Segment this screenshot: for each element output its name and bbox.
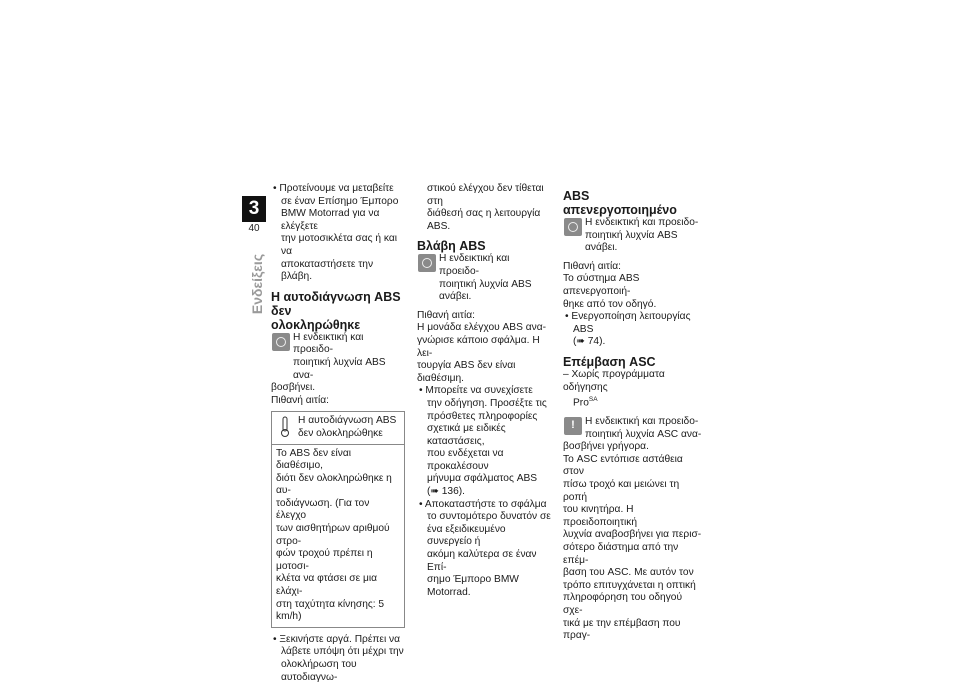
section-heading-abs-fault: Βλάβη ABS	[417, 239, 486, 254]
section-heading-asc: Επέμβαση ASC	[563, 354, 656, 369]
column-2: στικού ελέγχου δεν τίθεται στη διάθεσή σας η λειτουργία ABS. Βλάβη ABS Η ενδεικτική και προειδο- ποιητική λυχνία ABS ανάβει. Πιθανή αιτία: Η μονάδα ελέγχου ABS ανα- γνώρισε κάποιο σφάλμα. Η λει- τουργία ABS δεν είναι διαθέσιμη. • Μπορείτε να συνεχίσετε την οδήγηση. Προσέξτε τις πρόσθετες πληροφορίες σχετικά με ειδικές καταστάσεις, που ενδέχεται να προκαλέσουν μήνυμα σφάλματος ABS (➠ 136). • Αποκαταστήστε το σφάλμα το συντομότερο δυνατόν σε ένα εξειδικευμένο συνεργείο ή ακόμη καλύτερα σε έναν Επί- σημο Έμπορο BMW Motorrad.	[417, 183, 551, 598]
indicator-note: ! Η ενδεικτική και προειδο- ποιητική λυχνία ASC ανα- βοσβήνει γρήγορα.	[563, 416, 703, 454]
info-box-header: Η αυτοδιάγνωση ABS δεν ολοκληρώθηκε	[272, 412, 404, 444]
asc-warning-lamp-icon	[564, 417, 582, 435]
indicator-note: Η ενδεικτική και προειδο- ποιητική λυχνία ABS ανάβει.	[417, 253, 551, 303]
bullet-repair: • Αποκαταστήστε το σφάλμα	[419, 498, 547, 510]
cause-label: Πιθανή αιτία:	[271, 394, 329, 406]
chapter-number: 3	[242, 196, 266, 222]
section-heading: Η αυτοδιάγνωση ABS δεν	[271, 289, 401, 318]
bullet-continue: • Μπορείτε να συνεχίσετε	[419, 385, 533, 397]
chapter-title: Ενδείξεις	[249, 253, 266, 315]
section-heading-abs-off: ABS απενεργοποιημένο	[563, 189, 677, 217]
condition-line: – Χωρίς προγράμματα οδήγησης	[563, 368, 665, 393]
chapter-marker	[242, 196, 266, 239]
indicator-note: Η ενδεικτική και προειδο- ποιητική λυχνία ABS ανα- βοσβήνει.	[271, 331, 386, 394]
bullet-visit-dealer: • Προτείνουμε να μεταβείτε	[273, 183, 394, 194]
indicator-note: Η ενδεικτική και προειδο- ποιητική λυχνία ABS ανάβει.	[563, 217, 703, 255]
abs-warning-lamp-icon	[418, 254, 436, 272]
thermometer-icon	[280, 416, 290, 438]
chapter-title-vertical	[233, 252, 273, 315]
info-box	[271, 411, 405, 628]
info-box-body: Το ABS δεν είναι διαθέσιμο, διότι δεν ολοκληρώθηκε η αυ- τοδιάγνωση. (Για τον έλεγχο των αισθητήρων αριθμού στρο- φών τροχού πρέπει η μοτοσι- κλέτα να φτάσει σε μια ελάχι- στη ταχύτητα κίνησης: 5 km/h)	[276, 447, 392, 623]
cause-label: Πιθανή αιτία:	[417, 309, 475, 321]
page-number: 40	[248, 223, 260, 234]
abs-warning-lamp-icon	[272, 333, 290, 351]
column-3: ABS απενεργοποιημένο Η ενδεικτική και προειδο- ποιητική λυχνία ABS ανάβει. Πιθανή αιτία: Το σύστημα ABS απενεργοποιή- θηκε από τον οδηγό. • Ενεργοποίηση λειτουργίας ABS (➠ 74). Επέμβαση ASC – Χωρίς προγράμματα οδήγησης Pro$^{SA}$ ! Η ενδεικτική και προειδο- ποιητική λυχνία ASC ανα- βοσβήνει γρήγορα. Το ASC εντόπισε αστάθεια στον πίσω τροχό και μειώνει τη ροπή του κινητήρα. Η προειδοποιητική λυχνία αναβοσβήνει για περισ- σότερο διάστημα από την επέμ- βαση του ASC. Με αυτόν τον τρόπο επιτυγχάνεται η οπτική πληροφόρηση του οδηγού σχε- τικά με την επέμβαση που πραγ-	[563, 183, 703, 643]
abs-warning-lamp-icon	[564, 218, 582, 236]
cause-label: Πιθανή αιτία:	[563, 260, 621, 272]
column-1: • Προτείνουμε να μεταβείτε σε έναν Επίσημο Έμπορο BMW Motorrad για να ελέγξετε την μοτοσικλέτα σας ή και να αποκαταστήσετε την βλάβη. Η αυτοδιάγνωση ABS δεν ολοκληρώθηκε Η ενδεικτική και προειδο- ποιητική λυχνία ABS ανα- βοσβήνει. Πιθανή αιτία: Η αυτοδιάγνωση ABS δεν ολοκληρώθηκε Το ABS δεν είναι διαθέσιμο, διότι δεν ολοκληρώθηκε η αυ- τοδιάγνωση. (Για τον έλεγχο των αισθητήρων αριθμού στρο- φών τροχού πρέπει η μοτοσι- κλέτα να φτάσει σε μια ελάχι- στη ταχύτητα κίνησης: 5 km/h) • Ξεκινήστε αργά. Πρέπει να λάβετε υπόψη ότι μέχρι την ολοκλήρωση του αυτοδιαγνω-	[271, 183, 404, 683]
bullet-activate-abs: • Ενεργοποίηση λειτουργίας ABS	[565, 311, 691, 335]
bullet-start-slowly: • Ξεκινήστε αργά. Πρέπει να	[273, 633, 401, 645]
